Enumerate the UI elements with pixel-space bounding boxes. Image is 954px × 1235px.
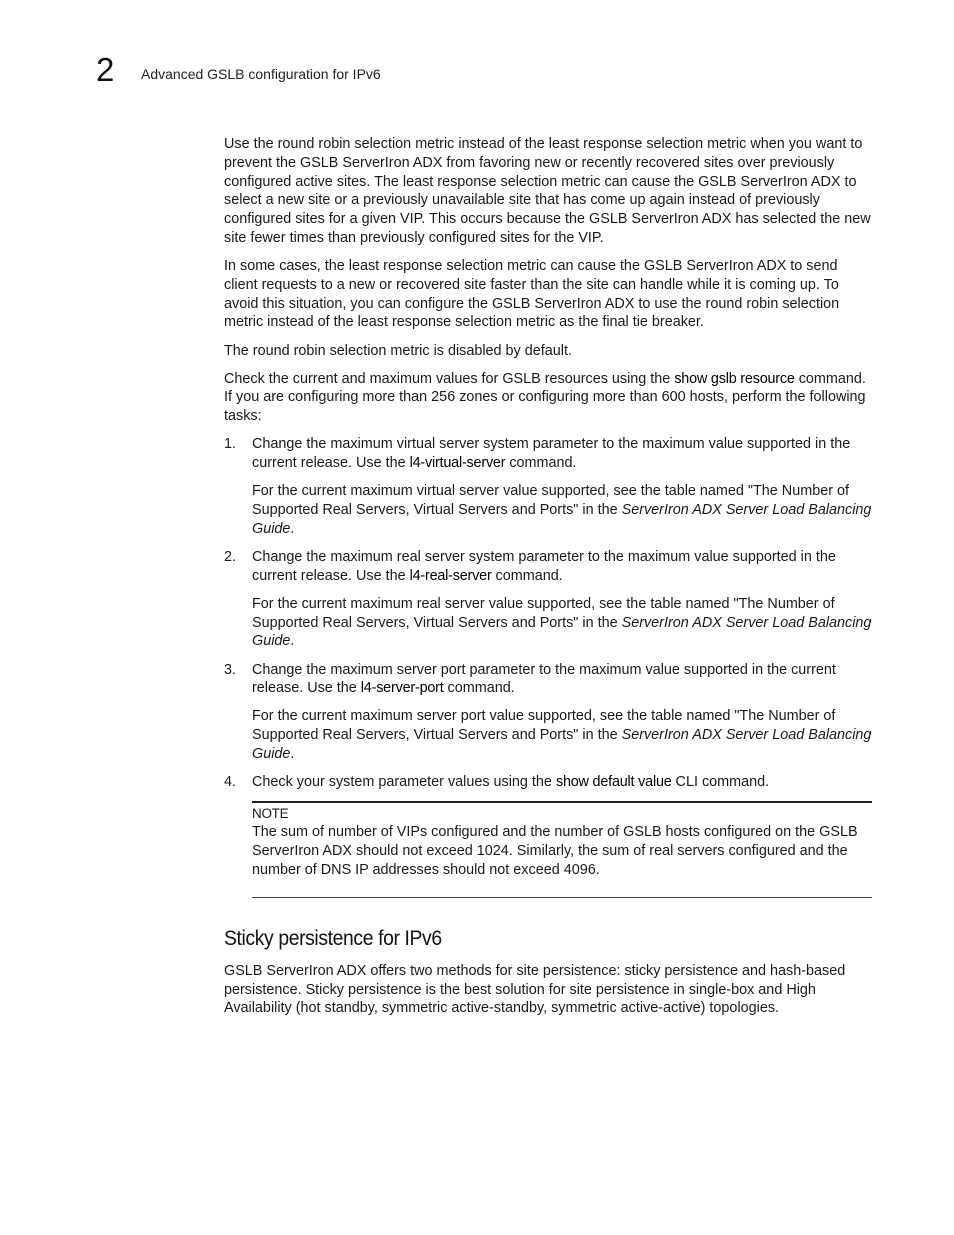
step-detail bbox=[252, 707, 872, 763]
step-text: Change the maximum virtual server system parameter to the maximum value supported in the current release. Use the bbox=[252, 436, 851, 472]
step-number: 3. bbox=[224, 661, 237, 678]
step-item bbox=[224, 773, 872, 792]
command-show-gslb-resource: show gslb resource bbox=[674, 370, 795, 387]
step-instruction bbox=[252, 773, 872, 792]
intro-paragraph-4-text-end: command. If you are configuring more than 256 zones or configuring more than 600 hosts, perform the following tasks: bbox=[224, 370, 866, 425]
step-detail-end: . bbox=[290, 633, 295, 650]
intro-paragraph-2: In some cases, the least response selection metric can cause the GSLB ServerIron ADX to send client requests to a new or recovered site faster than the site can handle while it is coming up. To avoid this situation, you can configure the GSLB ServerIron ADX to use the round robin selection metric instead of the least response selection metric as the final tie breaker. bbox=[224, 258, 840, 331]
step-detail-text: For the current maximum server port value supported, see the table named "The Number of Supported Real Servers, Virtual Servers and Ports" in the bbox=[252, 708, 836, 744]
note-title: NOTE bbox=[252, 806, 289, 822]
step-item bbox=[224, 435, 872, 538]
step-detail-end: . bbox=[290, 745, 295, 762]
step-item bbox=[224, 548, 872, 651]
step-text-end: CLI command. bbox=[671, 774, 770, 791]
running-header-title: Advanced GSLB configuration for IPv6 bbox=[141, 66, 381, 82]
chapter-number: 2 bbox=[96, 51, 115, 88]
step-detail bbox=[252, 482, 872, 538]
page-content bbox=[224, 135, 872, 1028]
command-show-default-value: show default value bbox=[555, 774, 672, 791]
step-instruction bbox=[252, 548, 872, 586]
guide-reference: ServerIron ADX Server Load Balancing Guide bbox=[252, 727, 872, 762]
guide-reference: ServerIron ADX Server Load Balancing Guide bbox=[252, 614, 872, 650]
task-steps-list bbox=[224, 435, 872, 792]
step-text: Change the maximum real server system parameter to the maximum value supported in the current release. Use the bbox=[252, 548, 836, 584]
section-paragraph: GSLB ServerIron ADX offers two methods for site persistence: sticky persistence and hash-based persistence. Sticky persistence is the best solution for site persistence in single-box and High Availability (hot standby, symmetric active-standby, symmetric active-active) topologies. bbox=[224, 962, 846, 1017]
command-l4-server-port: l4-server-port bbox=[360, 680, 444, 697]
step-instruction bbox=[252, 435, 872, 473]
step-detail-end: . bbox=[290, 520, 295, 537]
intro-paragraph-1: Use the round robin selection metric instead of the least response selection metric when you want to prevent the GSLB ServerIron ADX from favoring new or recently recovered sites over previously configured active sites. The least response selection metric can cause the GSLB ServerIron ADX to select a new site or a previously unavailable site that has come up again instead of previously configured sites for a given VIP. This occurs because the GSLB ServerIron ADX has selected the new site fewer times than previously configured sites for the VIP. bbox=[224, 136, 871, 246]
intro-paragraph-4-text: Check the current and maximum values for GSLB resources using the bbox=[224, 370, 675, 387]
step-detail-text: For the current maximum real server value supported, see the table named "The Number of Supported Real Servers, Virtual Servers and Ports" in the bbox=[252, 595, 835, 631]
note-body: The sum of number of VIPs configured and the number of GSLB hosts configured on the GSLB ServerIron ADX should not exceed 1024. Similarly, the sum of real servers configured and the number of DNS IP addresses should not exceed 4096. bbox=[252, 824, 858, 878]
intro-paragraph-3: The round robin selection metric is disabled by default. bbox=[224, 342, 572, 359]
step-text-end: command. bbox=[443, 680, 515, 697]
guide-reference: ServerIron ADX Server Load Balancing Guide bbox=[252, 502, 872, 537]
step-item bbox=[224, 661, 872, 764]
step-detail-text: For the current maximum virtual server value supported, see the table named "The Number of Supported Real Servers, Virtual Servers and Ports" in the bbox=[252, 483, 849, 519]
step-detail bbox=[252, 595, 872, 651]
command-l4-virtual-server: l4-virtual-server bbox=[409, 455, 506, 472]
step-text-end: command. bbox=[505, 455, 577, 472]
command-l4-real-server: l4-real-server bbox=[409, 567, 492, 584]
step-text: Change the maximum server port parameter to the maximum value supported in the current release. Use the bbox=[252, 661, 836, 697]
step-instruction bbox=[252, 661, 872, 699]
intro-paragraph-4 bbox=[224, 370, 872, 426]
section-heading: Sticky persistence for IPv6 bbox=[224, 926, 442, 950]
step-number: 4. bbox=[224, 774, 237, 791]
step-text-end: command. bbox=[491, 567, 563, 584]
step-number: 2. bbox=[224, 548, 237, 565]
step-text: Check your system parameter values using the bbox=[252, 774, 556, 791]
note-box bbox=[252, 801, 872, 898]
step-number: 1. bbox=[224, 436, 237, 453]
